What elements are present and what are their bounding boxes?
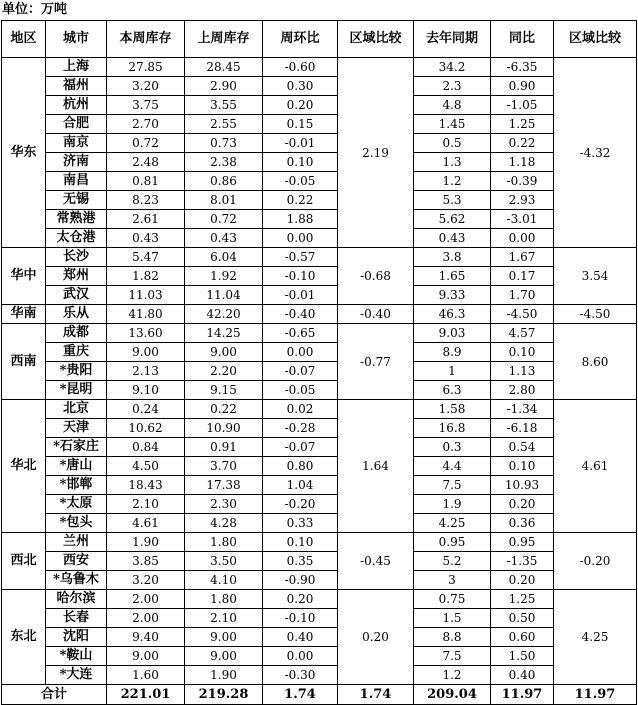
year-on-year: 10.93 — [491, 476, 554, 495]
last-year-stock: 46.3 — [414, 305, 491, 324]
last-week-stock: 0.22 — [185, 400, 263, 419]
week-on-week: 0.30 — [263, 77, 338, 96]
last-week-stock: 3.50 — [185, 552, 263, 571]
year-on-year: 1.13 — [491, 362, 554, 381]
last-week-stock: 9.00 — [185, 628, 263, 647]
this-week-stock: 0.84 — [107, 438, 185, 457]
this-week-stock: 9.10 — [107, 381, 185, 400]
week-on-week: -0.28 — [263, 419, 338, 438]
table-row — [2, 96, 637, 115]
table-row — [2, 210, 637, 229]
year-on-year: 4.57 — [491, 324, 554, 343]
year-on-year: 2.93 — [491, 191, 554, 210]
this-week-stock: 3.20 — [107, 571, 185, 590]
city-name: 北京 — [46, 400, 107, 419]
city-name: 太仓港 — [46, 229, 107, 248]
region-yoy-compare: -0.20 — [554, 533, 637, 590]
last-year-stock: 3.8 — [414, 248, 491, 267]
last-year-stock: 1.3 — [414, 153, 491, 172]
year-on-year: 0.90 — [491, 77, 554, 96]
this-week-stock: 3.75 — [107, 96, 185, 115]
table-row — [2, 571, 637, 590]
this-week-stock: 41.80 — [107, 305, 185, 324]
table-row — [2, 400, 637, 419]
total-label: 合计 — [2, 685, 107, 705]
last-year-stock: 2.3 — [414, 77, 491, 96]
last-week-stock: 2.20 — [185, 362, 263, 381]
week-on-week: -0.20 — [263, 495, 338, 514]
table-row — [2, 609, 637, 628]
last-week-stock: 9.00 — [185, 343, 263, 362]
last-year-stock: 7.5 — [414, 647, 491, 666]
last-week-stock: 0.86 — [185, 172, 263, 191]
last-year-stock: 1.45 — [414, 115, 491, 134]
total-yoy: 11.97 — [491, 685, 554, 705]
last-week-stock: 2.38 — [185, 153, 263, 172]
last-year-stock: 0.43 — [414, 229, 491, 248]
last-year-stock: 4.25 — [414, 514, 491, 533]
last-week-stock: 2.90 — [185, 77, 263, 96]
year-on-year: 0.54 — [491, 438, 554, 457]
region-name: 华南 — [2, 305, 46, 324]
last-year-stock: 1.2 — [414, 666, 491, 685]
week-on-week: -0.60 — [263, 58, 338, 77]
last-year-stock: 8.9 — [414, 343, 491, 362]
table-body — [2, 58, 637, 685]
this-week-stock: 2.00 — [107, 609, 185, 628]
this-week-stock: 0.81 — [107, 172, 185, 191]
week-on-week: 0.10 — [263, 153, 338, 172]
last-week-stock: 0.72 — [185, 210, 263, 229]
last-week-stock: 17.38 — [185, 476, 263, 495]
last-year-stock: 4.8 — [414, 96, 491, 115]
last-year-stock: 9.03 — [414, 324, 491, 343]
week-on-week: 0.33 — [263, 514, 338, 533]
year-on-year: 1.50 — [491, 647, 554, 666]
year-on-year: -1.05 — [491, 96, 554, 115]
year-on-year: -6.18 — [491, 419, 554, 438]
week-on-week: 0.02 — [263, 400, 338, 419]
last-week-stock: 3.55 — [185, 96, 263, 115]
header-city: 城市 — [46, 21, 107, 58]
week-on-week: 0.10 — [263, 533, 338, 552]
year-on-year: 1.70 — [491, 286, 554, 305]
this-week-stock: 5.47 — [107, 248, 185, 267]
week-on-week: 0.20 — [263, 590, 338, 609]
table-row — [2, 476, 637, 495]
this-week-stock: 4.50 — [107, 457, 185, 476]
week-on-week: 0.15 — [263, 115, 338, 134]
year-on-year: 0.95 — [491, 533, 554, 552]
city-name: 天津 — [46, 419, 107, 438]
this-week-stock: 1.82 — [107, 267, 185, 286]
year-on-year: 0.60 — [491, 628, 554, 647]
last-year-stock: 1.9 — [414, 495, 491, 514]
last-year-stock: 0.3 — [414, 438, 491, 457]
city-name: 沈阳 — [46, 628, 107, 647]
last-week-stock: 3.70 — [185, 457, 263, 476]
city-name: *包头 — [46, 514, 107, 533]
year-on-year: 2.80 — [491, 381, 554, 400]
table-row — [2, 457, 637, 476]
last-week-stock: 4.10 — [185, 571, 263, 590]
table-row — [2, 628, 637, 647]
region-wow-compare: -0.68 — [338, 248, 414, 305]
week-on-week: -0.90 — [263, 571, 338, 590]
city-name: 杭州 — [46, 96, 107, 115]
last-week-stock: 1.92 — [185, 267, 263, 286]
region-wow-compare: 0.20 — [338, 590, 414, 685]
last-year-stock: 6.3 — [414, 381, 491, 400]
year-on-year: 1.25 — [491, 115, 554, 134]
last-week-stock: 1.80 — [185, 533, 263, 552]
year-on-year: 1.18 — [491, 153, 554, 172]
year-on-year: -1.34 — [491, 400, 554, 419]
week-on-week: -0.40 — [263, 305, 338, 324]
table-row — [2, 172, 637, 191]
last-week-stock: 2.55 — [185, 115, 263, 134]
this-week-stock: 9.00 — [107, 343, 185, 362]
city-name: 无锡 — [46, 191, 107, 210]
region-wow-compare: -0.77 — [338, 324, 414, 400]
year-on-year: 0.20 — [491, 495, 554, 514]
table-row — [2, 495, 637, 514]
this-week-stock: 3.20 — [107, 77, 185, 96]
table-row — [2, 590, 637, 609]
this-week-stock: 1.90 — [107, 533, 185, 552]
region-name: 华北 — [2, 400, 46, 533]
region-wow-compare: -0.45 — [338, 533, 414, 590]
city-name: 成都 — [46, 324, 107, 343]
region-name: 华东 — [2, 58, 46, 248]
region-wow-compare: -0.40 — [338, 305, 414, 324]
last-year-stock: 1 — [414, 362, 491, 381]
city-name: 长沙 — [46, 248, 107, 267]
inventory-table — [1, 20, 637, 705]
total-last-week: 219.28 — [185, 685, 263, 705]
year-on-year: -0.39 — [491, 172, 554, 191]
last-week-stock: 1.80 — [185, 590, 263, 609]
week-on-week: 0.00 — [263, 647, 338, 666]
year-on-year: 0.22 — [491, 134, 554, 153]
last-year-stock: 8.8 — [414, 628, 491, 647]
city-name: *贵阳 — [46, 362, 107, 381]
last-year-stock: 1.65 — [414, 267, 491, 286]
header-last-week: 上周库存 — [185, 21, 263, 58]
table-row — [2, 191, 637, 210]
year-on-year: 1.25 — [491, 590, 554, 609]
region-yoy-compare: 4.61 — [554, 400, 637, 533]
week-on-week: -0.01 — [263, 134, 338, 153]
week-on-week: -0.57 — [263, 248, 338, 267]
table-row — [2, 134, 637, 153]
region-yoy-compare: 4.25 — [554, 590, 637, 685]
week-on-week: 0.35 — [263, 552, 338, 571]
last-year-stock: 5.62 — [414, 210, 491, 229]
this-week-stock: 2.48 — [107, 153, 185, 172]
table-row — [2, 438, 637, 457]
this-week-stock: 3.85 — [107, 552, 185, 571]
this-week-stock: 9.40 — [107, 628, 185, 647]
last-week-stock: 9.15 — [185, 381, 263, 400]
this-week-stock: 2.61 — [107, 210, 185, 229]
header-this-week: 本周库存 — [107, 21, 185, 58]
year-on-year: 0.10 — [491, 457, 554, 476]
last-year-stock: 1.5 — [414, 609, 491, 628]
city-name: 兰州 — [46, 533, 107, 552]
year-on-year: -4.50 — [491, 305, 554, 324]
week-on-week: -0.10 — [263, 267, 338, 286]
last-week-stock: 14.25 — [185, 324, 263, 343]
year-on-year: 0.00 — [491, 229, 554, 248]
last-week-stock: 1.90 — [185, 666, 263, 685]
region-yoy-compare: -4.50 — [554, 305, 637, 324]
table-row — [2, 58, 637, 77]
region-name: 华中 — [2, 248, 46, 305]
last-year-stock: 9.33 — [414, 286, 491, 305]
city-name: *邯郸 — [46, 476, 107, 495]
table-row — [2, 286, 637, 305]
week-on-week: 0.80 — [263, 457, 338, 476]
city-name: *大连 — [46, 666, 107, 685]
city-name: 南昌 — [46, 172, 107, 191]
year-on-year: -1.35 — [491, 552, 554, 571]
year-on-year: 0.10 — [491, 343, 554, 362]
city-name: *昆明 — [46, 381, 107, 400]
week-on-week: -0.01 — [263, 286, 338, 305]
this-week-stock: 2.10 — [107, 495, 185, 514]
week-on-week: -0.07 — [263, 362, 338, 381]
last-year-stock: 1.58 — [414, 400, 491, 419]
city-name: *石家庄 — [46, 438, 107, 457]
table-row — [2, 115, 637, 134]
city-name: 乐从 — [46, 305, 107, 324]
this-week-stock: 9.00 — [107, 647, 185, 666]
last-week-stock: 0.43 — [185, 229, 263, 248]
table-row — [2, 552, 637, 571]
header-last-year: 去年同期 — [414, 21, 491, 58]
last-week-stock: 10.90 — [185, 419, 263, 438]
this-week-stock: 1.60 — [107, 666, 185, 685]
last-week-stock: 0.73 — [185, 134, 263, 153]
year-on-year: 0.20 — [491, 571, 554, 590]
this-week-stock: 11.03 — [107, 286, 185, 305]
region-yoy-compare: -4.32 — [554, 58, 637, 248]
city-name: *太原 — [46, 495, 107, 514]
region-yoy-compare: 8.60 — [554, 324, 637, 400]
week-on-week: 0.40 — [263, 628, 338, 647]
last-year-stock: 0.95 — [414, 533, 491, 552]
city-name: 长春 — [46, 609, 107, 628]
city-name: 常熟港 — [46, 210, 107, 229]
last-year-stock: 0.75 — [414, 590, 491, 609]
week-on-week: 0.20 — [263, 96, 338, 115]
this-week-stock: 10.62 — [107, 419, 185, 438]
this-week-stock: 2.00 — [107, 590, 185, 609]
last-week-stock: 4.28 — [185, 514, 263, 533]
header-yoy: 同比 — [491, 21, 554, 58]
city-name: *唐山 — [46, 457, 107, 476]
this-week-stock: 4.61 — [107, 514, 185, 533]
last-week-stock: 6.04 — [185, 248, 263, 267]
this-week-stock: 0.24 — [107, 400, 185, 419]
table-row — [2, 229, 637, 248]
this-week-stock: 2.13 — [107, 362, 185, 381]
last-year-stock: 7.5 — [414, 476, 491, 495]
total-region-yoy: 11.97 — [554, 685, 637, 705]
region-name: 西南 — [2, 324, 46, 400]
city-name: 重庆 — [46, 343, 107, 362]
week-on-week: -0.07 — [263, 438, 338, 457]
this-week-stock: 18.43 — [107, 476, 185, 495]
last-week-stock: 9.00 — [185, 647, 263, 666]
week-on-week: 0.00 — [263, 343, 338, 362]
table-row — [2, 305, 637, 324]
last-year-stock: 1.2 — [414, 172, 491, 191]
year-on-year: 1.67 — [491, 248, 554, 267]
last-year-stock: 5.2 — [414, 552, 491, 571]
last-week-stock: 8.01 — [185, 191, 263, 210]
header-wow: 周环比 — [263, 21, 338, 58]
city-name: 南京 — [46, 134, 107, 153]
this-week-stock: 8.23 — [107, 191, 185, 210]
table-row — [2, 267, 637, 286]
last-week-stock: 2.10 — [185, 609, 263, 628]
last-year-stock: 16.8 — [414, 419, 491, 438]
year-on-year: 0.36 — [491, 514, 554, 533]
week-on-week: -0.05 — [263, 172, 338, 191]
city-name: *乌鲁木 — [46, 571, 107, 590]
city-name: 郑州 — [46, 267, 107, 286]
week-on-week: 1.04 — [263, 476, 338, 495]
last-week-stock: 0.91 — [185, 438, 263, 457]
table-row — [2, 153, 637, 172]
week-on-week: -0.05 — [263, 381, 338, 400]
city-name: 哈尔滨 — [46, 590, 107, 609]
table-row — [2, 248, 637, 267]
last-year-stock: 34.2 — [414, 58, 491, 77]
last-year-stock: 4.4 — [414, 457, 491, 476]
header-region-wow: 区域比较 — [338, 21, 414, 58]
table-row — [2, 77, 637, 96]
last-week-stock: 2.30 — [185, 495, 263, 514]
table-row — [2, 666, 637, 685]
last-week-stock: 28.45 — [185, 58, 263, 77]
this-week-stock: 0.43 — [107, 229, 185, 248]
city-name: 济南 — [46, 153, 107, 172]
table-row — [2, 533, 637, 552]
this-week-stock: 27.85 — [107, 58, 185, 77]
city-name: 合肥 — [46, 115, 107, 134]
table-row — [2, 343, 637, 362]
table-row — [2, 381, 637, 400]
table-row — [2, 419, 637, 438]
table-row — [2, 514, 637, 533]
total-last-year: 209.04 — [414, 685, 491, 705]
week-on-week: -0.10 — [263, 609, 338, 628]
city-name: 福州 — [46, 77, 107, 96]
week-on-week: -0.65 — [263, 324, 338, 343]
this-week-stock: 0.72 — [107, 134, 185, 153]
year-on-year: 0.50 — [491, 609, 554, 628]
total-this-week: 221.01 — [107, 685, 185, 705]
header-region-yoy: 区域比较 — [554, 21, 637, 58]
table-row — [2, 647, 637, 666]
year-on-year: -6.35 — [491, 58, 554, 77]
last-week-stock: 42.20 — [185, 305, 263, 324]
last-year-stock: 5.3 — [414, 191, 491, 210]
city-name: 西安 — [46, 552, 107, 571]
this-week-stock: 13.60 — [107, 324, 185, 343]
region-name: 东北 — [2, 590, 46, 685]
header-row — [2, 21, 637, 58]
total-region-wow: 1.74 — [338, 685, 414, 705]
region-wow-compare: 2.19 — [338, 58, 414, 248]
last-year-stock: 3 — [414, 571, 491, 590]
last-year-stock: 0.5 — [414, 134, 491, 153]
region-wow-compare: 1.64 — [338, 400, 414, 533]
total-wow: 1.74 — [263, 685, 338, 705]
this-week-stock: 2.70 — [107, 115, 185, 134]
week-on-week: 0.22 — [263, 191, 338, 210]
year-on-year: 0.40 — [491, 666, 554, 685]
table-row — [2, 362, 637, 381]
city-name: 上海 — [46, 58, 107, 77]
region-name: 西北 — [2, 533, 46, 590]
unit-label: 单位：万吨 — [2, 2, 68, 17]
region-yoy-compare: 3.54 — [554, 248, 637, 305]
header-region: 地区 — [2, 21, 46, 58]
city-name: *鞍山 — [46, 647, 107, 666]
week-on-week: -0.30 — [263, 666, 338, 685]
city-name: 武汉 — [46, 286, 107, 305]
year-on-year: 0.17 — [491, 267, 554, 286]
week-on-week: 1.88 — [263, 210, 338, 229]
year-on-year: -3.01 — [491, 210, 554, 229]
table-row — [2, 324, 637, 343]
last-week-stock: 11.04 — [185, 286, 263, 305]
week-on-week: 0.00 — [263, 229, 338, 248]
